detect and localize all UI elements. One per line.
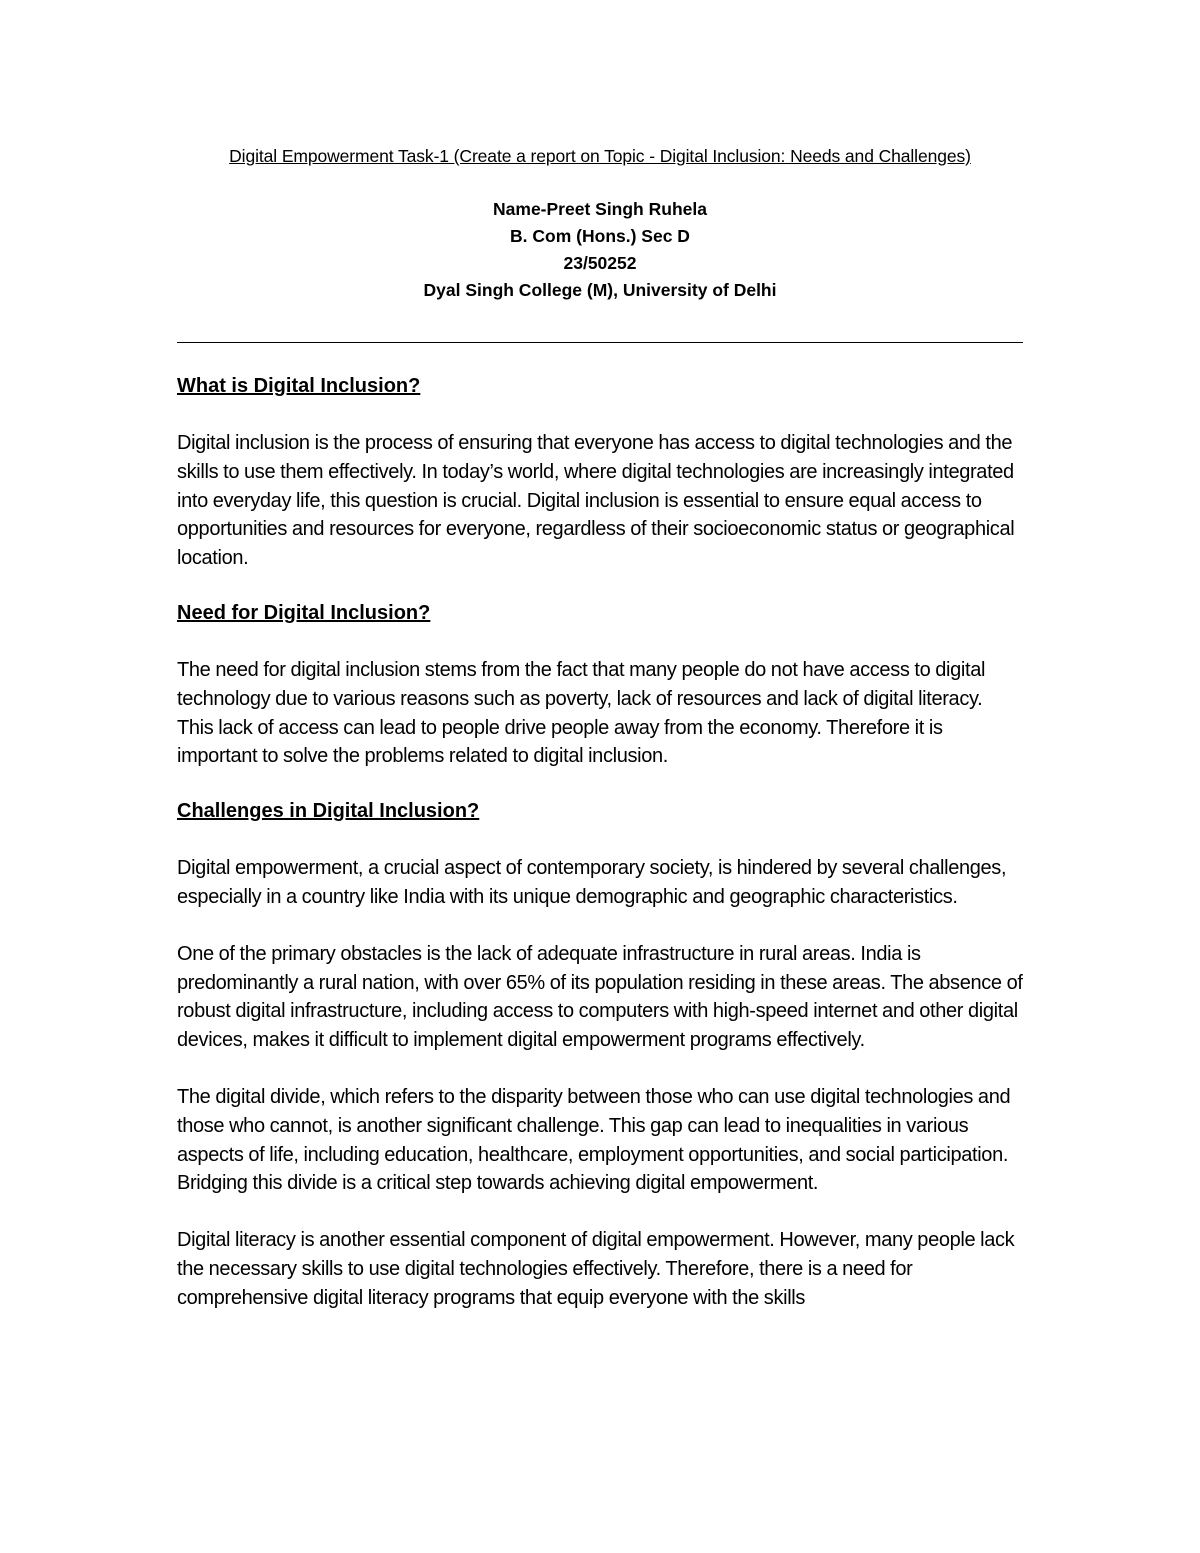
section-heading-challenges-in-digital-inclusion: Challenges in Digital Inclusion? bbox=[177, 800, 480, 823]
author-college: Dyal Singh College (M), University of Delhi bbox=[423, 280, 777, 300]
section-heading-need-for-digital-inclusion: Need for Digital Inclusion? bbox=[177, 601, 431, 624]
section-paragraph: Digital empowerment, a crucial aspect of contemporary society, is hindered by several challenges, especially in a country like India with its unique demographic and geographic characteristics. bbox=[177, 857, 1007, 908]
author-name: Name-Preet Singh Ruhela bbox=[493, 199, 707, 219]
section-paragraph: One of the primary obstacles is the lack of adequate infrastructure in rural areas. India is predominantly a rural nation, with over 65% of its population residing in these areas. The absence of robust digital infrastructure, including access to computers with high-speed internet and other digital devices, makes it difficult to implement digital empowerment programs effectively. bbox=[177, 942, 1023, 1052]
section-paragraph: Digital literacy is another essential component of digital empowerment. However, many people lack the necessary skills to use digital technologies effectively. Therefore, there is a need for comprehensive digital literacy programs that equip everyone with the skills bbox=[177, 1229, 1015, 1309]
author-block bbox=[177, 196, 1023, 304]
author-roll-number: 23/50252 bbox=[563, 253, 637, 273]
section-paragraph: The need for digital inclusion stems from the fact that many people do not have access to digital technology due to various reasons such as poverty, lack of resources and lack of digital literacy. This lack of access can lead to people drive people away from the economy. Therefore it is important to solve the problems related to digital inclusion. bbox=[177, 658, 986, 768]
header-divider bbox=[177, 342, 1023, 343]
section-paragraph: The digital divide, which refers to the disparity between those who can use digital technologies and those who cannot, is another significant challenge. This gap can lead to inequalities in various aspects of life, including education, healthcare, employment opportunities, and social participation. Bridging this divide is a critical step towards achieving digital empowerment. bbox=[177, 1085, 1011, 1195]
author-course: B. Com (Hons.) Sec D bbox=[510, 226, 690, 246]
document-title: Digital Empowerment Task-1 (Create a report on Topic - Digital Inclusion: Needs and Challenges) bbox=[229, 146, 971, 166]
document-page bbox=[177, 142, 1023, 1313]
section-heading-what-is-digital-inclusion: What is Digital Inclusion? bbox=[177, 375, 421, 397]
section-paragraph: Digital inclusion is the process of ensuring that everyone has access to digital technologies and the skills to use them effectively. In today’s world, where digital technologies are increasingly integrated into everyday life, this question is crucial. Digital inclusion is essential to ensure equal access to opportunities and resources for everyone, regardless of their socioeconomic status or geographical location. bbox=[177, 432, 1015, 570]
